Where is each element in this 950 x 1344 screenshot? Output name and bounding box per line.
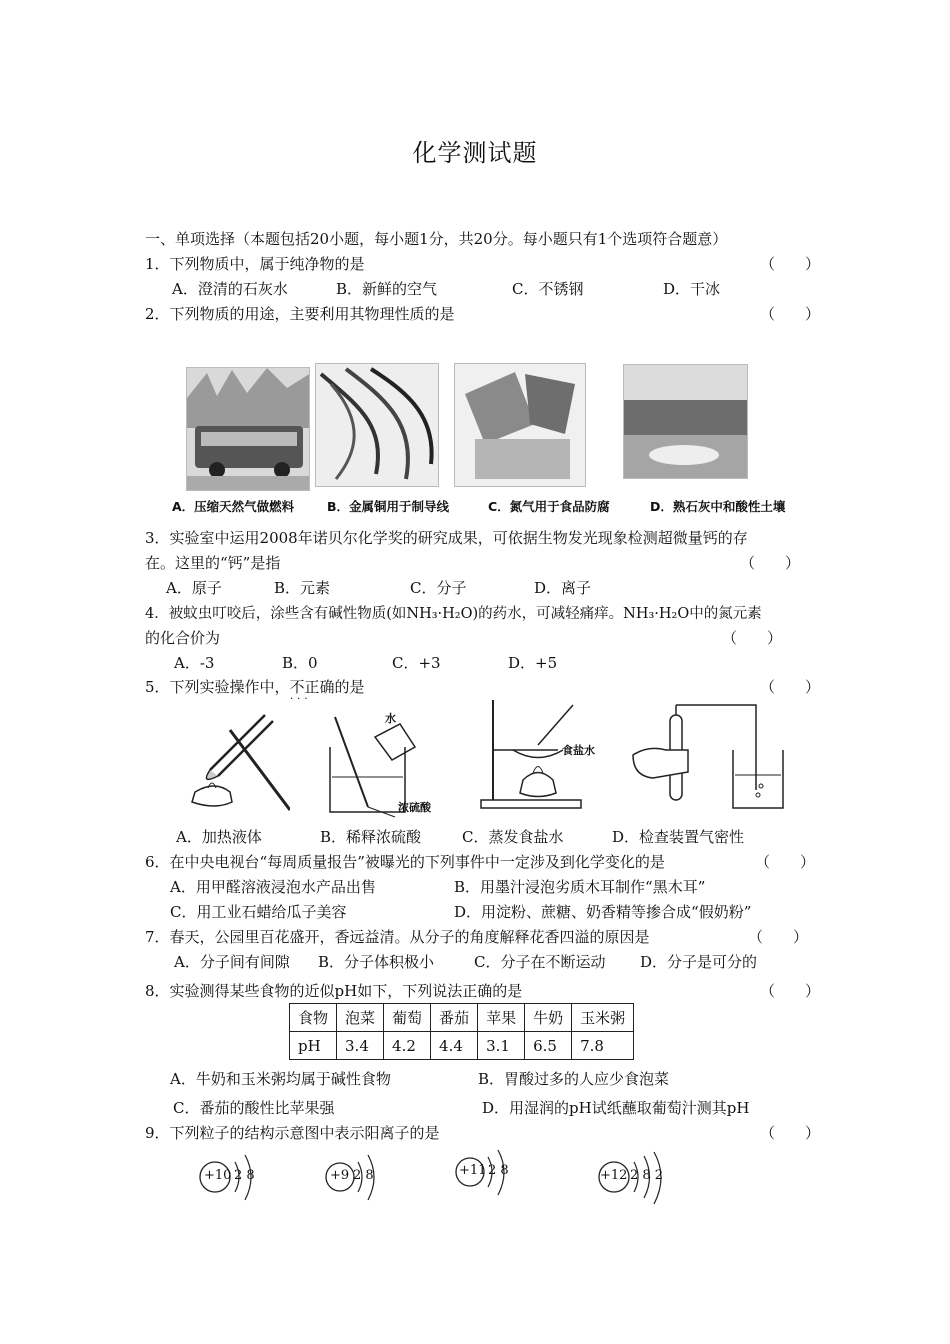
- q6-option-b[interactable]: B．用墨汁浸泡劣质木耳制作“黑木耳”: [454, 878, 706, 896]
- table-cell: pH: [290, 1032, 337, 1060]
- table-row: [290, 1032, 634, 1060]
- q3-option-c[interactable]: C．分子: [410, 579, 467, 597]
- q4-option-c[interactable]: C．+3: [392, 654, 441, 672]
- table-cell: 6.5: [525, 1032, 572, 1060]
- table-cell: 玉米粥: [572, 1004, 634, 1032]
- table-cell: 4.2: [384, 1032, 431, 1060]
- q2-stem: 2．下列物质的用途，主要利用其物理性质的是: [145, 305, 455, 323]
- q6-stem: 6．在中央电视台“每周质量报告”被曝光的下列事件中一定涉及到化学变化的是: [145, 853, 665, 871]
- q8-option-c[interactable]: C．番茄的酸性比苹果强: [173, 1099, 335, 1117]
- q3-stem-line1: 3．实验室中运用2008年诺贝尔化学奖的研究成果，可依据生物发光现象检测超微量钙的存: [145, 529, 748, 547]
- q8-stem: 8．实验测得某些食物的近似pH如下，下列说法正确的是: [145, 982, 523, 1000]
- table-cell: 泡菜: [337, 1004, 384, 1032]
- table-cell: 番茄: [431, 1004, 478, 1032]
- q6-option-c[interactable]: C．用工业石蜡给瓜子美容: [170, 903, 347, 921]
- q1-option-b[interactable]: B．新鲜的空气: [336, 280, 438, 298]
- q5-option-c[interactable]: C．蒸发食盐水: [462, 828, 564, 846]
- particle-b-shells: 2 8: [353, 1168, 374, 1183]
- q5-answer-bracket[interactable]: （ ）: [760, 678, 821, 696]
- emphasis-dots: ···: [290, 694, 312, 705]
- table-row: [290, 1004, 634, 1032]
- q1-stem: 1．下列物质中，属于纯净物的是: [145, 255, 365, 273]
- q7-option-a[interactable]: A．分子间有间隙: [174, 953, 290, 971]
- table-cell: 牛奶: [525, 1004, 572, 1032]
- q8-option-b[interactable]: B．胃酸过多的人应少食泡菜: [478, 1070, 670, 1088]
- q3-stem-line2: 在。这里的“钙”是指: [145, 554, 281, 572]
- q1-option-a[interactable]: A．澄清的石灰水: [172, 280, 288, 298]
- table-cell: 7.8: [572, 1032, 634, 1060]
- table-cell: 苹果: [478, 1004, 525, 1032]
- q8-answer-bracket[interactable]: （ ）: [760, 982, 821, 1000]
- q2-option-c[interactable]: C．氮气用于食品防腐: [488, 499, 610, 514]
- q2-answer-bracket[interactable]: （ ）: [760, 305, 821, 323]
- q2-option-d[interactable]: D．熟石灰中和酸性土壤: [650, 499, 786, 514]
- q4-option-b[interactable]: B．0: [282, 654, 318, 672]
- q7-stem: 7．春天，公园里百花盛开，香远益清。从分子的角度解释花香四溢的原因是: [145, 928, 650, 946]
- page-title: 化学测试题: [412, 139, 538, 167]
- airtightness-check-drawing: [628, 700, 793, 815]
- q1-option-c[interactable]: C．不锈钢: [512, 280, 584, 298]
- q4-answer-bracket[interactable]: （ ）: [722, 629, 783, 647]
- q5-option-d[interactable]: D．检查装置气密性: [612, 828, 745, 846]
- particle-a-nucleus: +10: [204, 1168, 232, 1183]
- bus-photo: [186, 367, 310, 491]
- q7-option-c[interactable]: C．分子在不断运动: [474, 953, 606, 971]
- table-cell: 3.1: [478, 1032, 525, 1060]
- particle-b-nucleus: +9: [330, 1168, 350, 1183]
- q1-option-d[interactable]: D．干冰: [663, 280, 721, 298]
- q3-option-b[interactable]: B．元素: [274, 579, 331, 597]
- table-cell: 葡萄: [384, 1004, 431, 1032]
- food-package-photo: [454, 363, 586, 487]
- q3-answer-bracket[interactable]: （ ）: [740, 554, 801, 572]
- heating-liquid-drawing: [170, 700, 290, 815]
- soil-field-photo: [623, 364, 748, 479]
- label-conc-acid: 浓硫酸: [398, 801, 431, 814]
- q2-option-b[interactable]: B．金属铜用于制导线: [327, 499, 450, 514]
- q6-option-d[interactable]: D．用淀粉、蔗糖、奶香精等掺合成“假奶粉”: [454, 903, 752, 921]
- q4-option-d[interactable]: D．+5: [508, 654, 558, 672]
- q5-stem: 5．下列实验操作中，不正确的是: [145, 678, 365, 696]
- q7-answer-bracket[interactable]: （ ）: [748, 928, 809, 946]
- q1-answer-bracket[interactable]: （ ）: [760, 255, 821, 273]
- table-cell: 食物: [290, 1004, 337, 1032]
- ph-table: [289, 1003, 634, 1060]
- q5-option-a[interactable]: A．加热液体: [176, 828, 262, 846]
- q9-stem: 9．下列粒子的结构示意图中表示阳离子的是: [145, 1124, 440, 1142]
- q4-stem-line1: 4．被蚊虫叮咬后，涂些含有碱性物质(如NH₃·H₂O)的药水，可减轻痛痒。NH₃·H₂O中的氮元素: [145, 606, 762, 622]
- particle-d-nucleus: +12: [600, 1168, 628, 1183]
- q2-option-a[interactable]: A．压缩天然气做燃料: [172, 499, 295, 514]
- particle-a-shells: 2 8: [234, 1168, 255, 1183]
- copper-wire-photo: [315, 363, 439, 487]
- label-water: 水: [385, 712, 396, 725]
- q7-option-d[interactable]: D．分子是可分的: [640, 953, 758, 971]
- q4-stem-line2: 的化合价为: [145, 629, 221, 647]
- q4-option-a[interactable]: A．-3: [174, 654, 215, 672]
- table-cell: 3.4: [337, 1032, 384, 1060]
- q6-option-a[interactable]: A．用甲醛溶液浸泡水产品出售: [170, 878, 376, 896]
- q3-option-d[interactable]: D．离子: [534, 579, 592, 597]
- particle-c-nucleus: +11: [459, 1163, 487, 1178]
- section-heading: 一、单项选择（本题包括20小题，每小题1分，共20分。每小题只有1个选项符合题意）: [145, 230, 728, 248]
- label-salt-water: 食盐水: [562, 744, 595, 757]
- q6-answer-bracket[interactable]: （ ）: [755, 853, 816, 871]
- q7-option-b[interactable]: B．分子体积极小: [318, 953, 435, 971]
- q8-option-d[interactable]: D．用湿润的pH试纸蘸取葡萄汁测其pH: [482, 1099, 750, 1117]
- q8-option-a[interactable]: A．牛奶和玉米粥均属于碱性食物: [170, 1070, 391, 1088]
- particle-c-shells: 2 8: [488, 1163, 509, 1178]
- q3-option-a[interactable]: A．原子: [166, 579, 222, 597]
- table-cell: 4.4: [431, 1032, 478, 1060]
- q5-option-b[interactable]: B．稀释浓硫酸: [320, 828, 422, 846]
- particle-d-shells: 2 8 2: [630, 1168, 664, 1183]
- q9-answer-bracket[interactable]: （ ）: [760, 1124, 821, 1142]
